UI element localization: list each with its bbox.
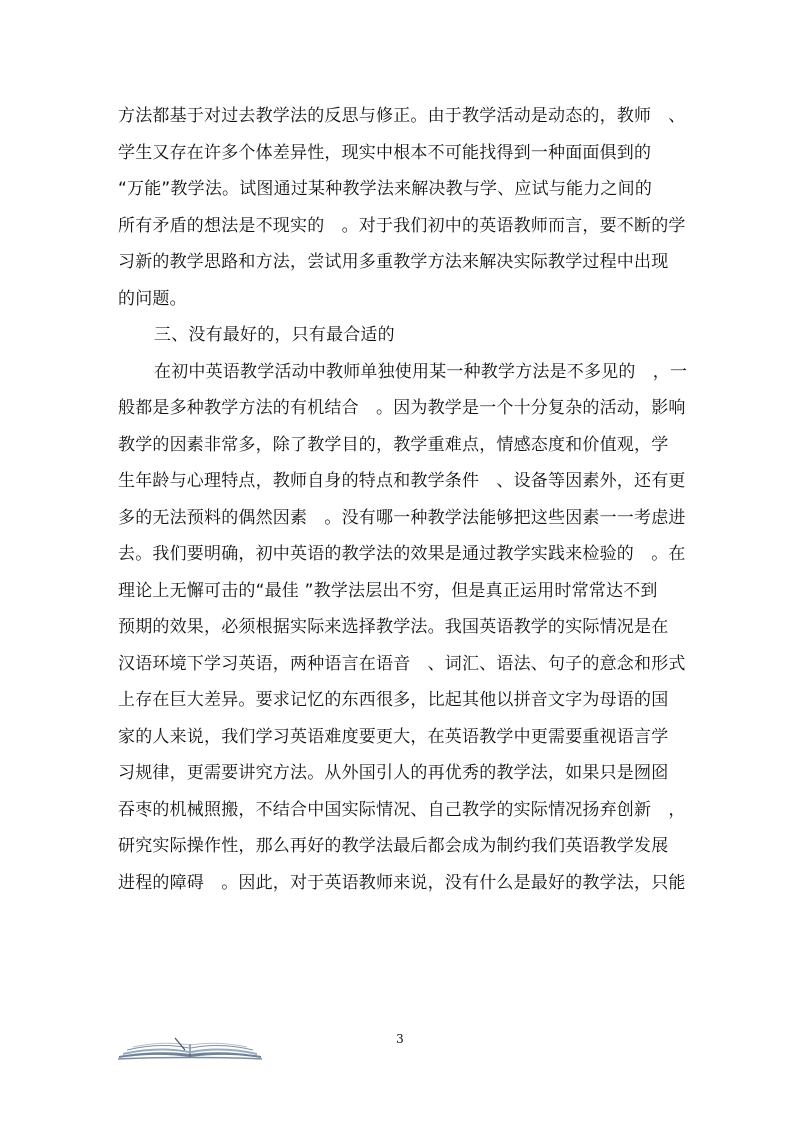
text-line: 在初中英语教学活动中教师单独使用某一种教学方法是不多见的 ，一 <box>154 361 688 382</box>
text-line: 所有矛盾的想法是不现实的 。对于我们初中的英语教师而言，要不断的学 <box>118 215 686 236</box>
text-line: 的问题。 <box>118 288 187 309</box>
text-line: “万能”教学法。试图通过某种教学法来解决教与学、应试与能力之间的 <box>118 179 653 199</box>
text-line: 研究实际操作性，那么再好的教学法最后都会成为制约我们英语教学发展 <box>118 836 669 856</box>
text-line: 习新的教学思路和方法，尝试用多重教学方法来解决实际教学过程中出现 <box>118 252 669 272</box>
text-line: 上存在巨大差异。要求记忆的东西很多，比起其他以拼音文字为母语的国 <box>118 690 669 710</box>
text-line: 习规律，更需要讲究方法。从外国引人的再优秀的教学法，如果只是囫囵 <box>118 763 669 783</box>
text-line: 学生又存在许多个体差异性，现实中根本不可能找得到一种面面俱到的 <box>118 142 652 163</box>
text-line: 进程的障碍 。因此，对于英语教师来说，没有什么是最好的教学法，只能 <box>118 872 686 893</box>
text-line: 理论上无懈可击的“最佳 ”教学法层出不穷，但是真正运用时常常达不到 <box>118 580 658 601</box>
text-line: 预期的效果，必须根据实际来选择教学法。我国英语教学的实际情况是在 <box>118 617 669 637</box>
text-line: 家的人来说，我们学习英语难度要更大，在英语教学中更需要重视语言学 <box>118 726 669 747</box>
body-text <box>118 98 688 901</box>
open-book-icon <box>115 1036 265 1062</box>
text-line: 吞枣的机械照搬，不结合中国实际情况、自己教学的实际情况扬弃创新 ， <box>118 799 686 820</box>
text-line: 汉语环境下学习英语，两种语言在语音 、词汇、语法、句子的意念和形式 <box>118 653 686 674</box>
text-line: 生年龄与心理特点，教师自身的特点和教学条件 、设备等因素外，还有更 <box>118 471 686 491</box>
section-heading: 三、没有最好的，只有最合适的 <box>154 325 395 345</box>
text-line: 方法都基于对过去教学法的反思与修正。由于教学活动是动态的，教师 、 <box>118 106 686 126</box>
text-line: 般都是多种教学方法的有机结合 。因为教学是一个十分复杂的活动，影响 <box>118 398 686 418</box>
page-number: 3 <box>396 1032 404 1046</box>
text-line: 教学的因素非常多，除了教学目的，教学重难点，情感态度和价值观，学 <box>118 434 669 455</box>
text-line: 去。我们要明确，初中英语的教学法的效果是通过教学实践来检验的 。在 <box>118 544 686 564</box>
text-line: 多的无法预料的偶然因素 。没有哪一种教学法能够把这些因素一一考虑进 <box>118 507 686 528</box>
